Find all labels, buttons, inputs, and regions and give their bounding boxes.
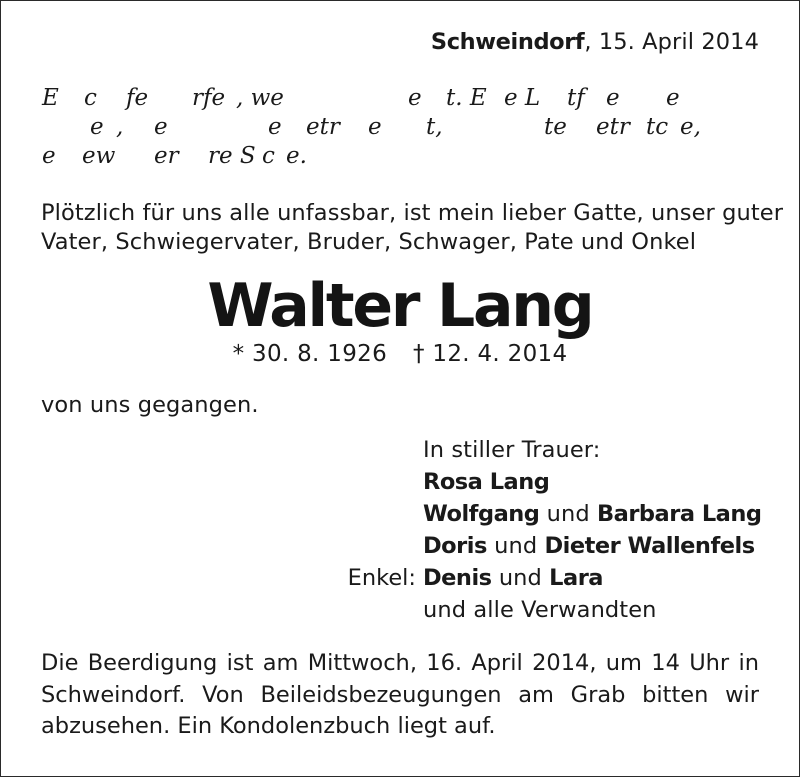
verse-fragment: ew [82,143,116,169]
verse-fragment: etr [306,114,340,140]
verse-fragment: tf [567,85,585,111]
mourner-name: Dieter Wallenfels [544,533,755,559]
mourner-name: Rosa Lang [423,469,550,495]
verse-fragment: e, [680,114,701,140]
verse-fragment: e [42,143,56,169]
verse [42,84,762,171]
mourner-row [423,468,549,496]
verse-fragment: c [262,143,275,169]
verse-line-1 [42,84,762,113]
mourner-row [423,532,755,560]
verse-fragment: e [90,114,104,140]
place-date [431,28,759,56]
mourner-row [423,564,603,592]
gone-text: von uns gegangen. [41,392,259,418]
verse-fragment: e [268,114,282,140]
intro-line-2: Vater, Schwiegervater, Bruder, Schwager, Pate und Onkel [41,229,697,255]
life-dates [0,340,800,368]
deceased-name: Walter Lang [207,271,593,341]
mourner-name: Barbara Lang [597,501,762,527]
verse-fragment: e. [286,143,307,169]
verse-fragment: e L [504,85,541,111]
date: , 15. April 2014 [584,29,759,55]
mourner-row-relatives: und alle Verwandten [423,597,657,623]
verse-fragment: tc [646,114,669,140]
mourner-name: Lara [549,565,603,591]
verse-fragment: e [666,85,680,111]
verse-line-3 [42,142,762,171]
verse-fragment: re S [208,143,256,169]
mourner-name: Denis [423,565,492,591]
conjunction: und [486,533,545,559]
funeral-notice [41,648,759,743]
verse-fragment: , [116,114,124,140]
intro-line-1: Plötzlich für uns alle unfassbar, ist mein lieber Gatte, unser guter [41,200,784,226]
verse-fragment: te [544,114,567,140]
place: Schweindorf [430,29,585,55]
verse-fragment: e [154,114,168,140]
verse-fragment: er [154,143,179,169]
verse-fragment: t, [426,114,443,140]
verse-fragment: e [606,85,620,111]
verse-fragment: E [42,85,59,111]
mourner-name: Doris [423,533,487,559]
verse-fragment: c [84,85,97,111]
death-date: † 12. 4. 2014 [413,341,568,367]
mourners-heading: In stiller Trauer: [423,437,601,463]
verse-fragment: rfe [192,85,226,111]
birth-date: * 30. 8. 1926 [232,341,387,367]
enkel-label: Enkel: [347,565,416,591]
conjunction: und [491,565,550,591]
conjunction: und [539,501,597,527]
verse-fragment: t. E [446,85,487,111]
verse-fragment: , we [236,85,284,111]
verse-fragment: etr [596,114,630,140]
verse-fragment: e [408,85,422,111]
funeral-line-1: Die Beerdigung ist am Mittwoch, 16. April 2014, um 14 Uhr in [41,650,759,676]
verse-line-2 [42,113,762,142]
funeral-line-2: Schweindorf. Von Beileidsbezeugungen am Grab bitten wir [41,681,759,708]
mourner-name: Wolfgang [423,501,540,527]
verse-fragment: e [368,114,382,140]
mourner-row [423,500,761,528]
funeral-line-3: abzusehen. Ein Kondolenzbuch liegt auf. [41,713,496,739]
verse-fragment: fe [126,85,149,111]
